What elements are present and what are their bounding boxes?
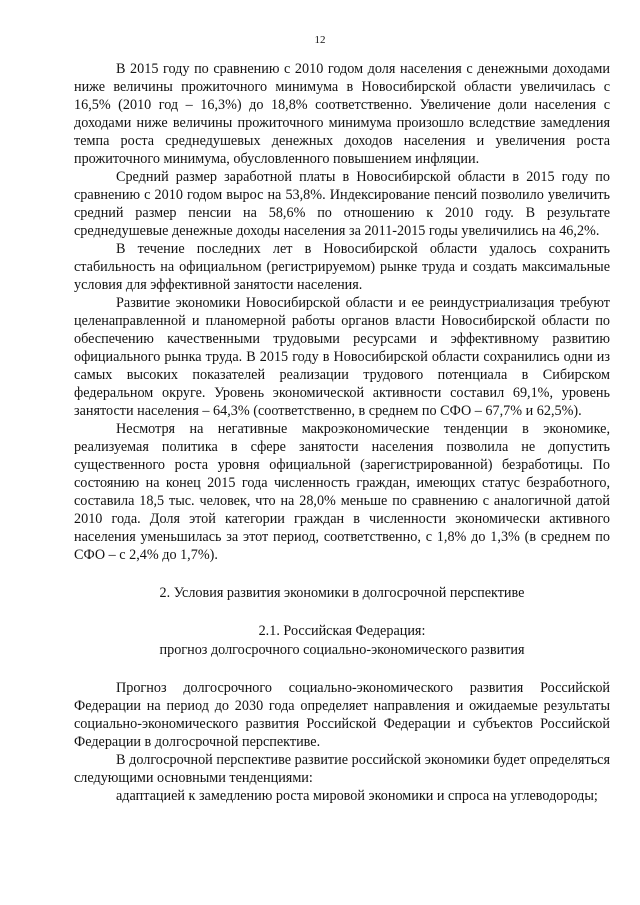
- paragraph-forecast-2030: Прогноз долгосрочного социально-экономического развития Российской Федерации на период до 2030 года определяет направления и ожидаемые результаты социально-экономического развития Российской Федерации и субъектов Российской Федерации в долгосрочной перспективе.: [74, 680, 610, 750]
- subsection-heading-subtitle: прогноз долгосрочного социально-экономического развития: [159, 642, 525, 658]
- page-number: 12: [314, 34, 326, 46]
- paragraph-wages-pensions: Средний размер заработной платы в Новосибирской области в 2015 году по сравнению с 2010 годом вырос на 53,8%. Индексирование пенсий позволило увеличить средний размер пенсии на 58,6% по отношению к 2010 году. В результате среднедушевые денежные доходы населения за 2011-2015 годы увеличились на 46,2%.: [74, 169, 610, 239]
- paragraph-poverty-share: В 2015 году по сравнению с 2010 годом доля населения с денежными доходами ниже величины прожиточного минимума в Новосибирской области увеличилась с 16,5% (2010 год – 16,3%) до 18,8% соответственно. Увеличение доли населения с доходами ниже величины прожиточного минимума произошло вследствие замедления темпа роста среднедушевых денежных доходов населения и увеличения роста прожиточного минимума, обусловленного повышением инфляции.: [74, 61, 610, 167]
- paragraph-trend-adaptation: адаптацией к замедлению роста мировой экономики и спроса на углеводороды;: [116, 788, 598, 804]
- paragraph-unemployment: Несмотря на негативные макроэкономические тенденции в экономике, реализуемая политика в сфере занятости населения позволила не допустить существенного роста уровня официальной (зарегистрированной) безработицы. По состоянию на конец 2015 года численность граждан, имеющих статус безработного, составила 18,5 тыс. человек, что на 28,0% меньше по сравнению с аналогичной датой 2010 года. Доля этой категории граждан в численности экономически активного населения уменьшилась за этот период, соответственно, с 1,8% до 1,3% (в среднем по СФО – с 2,4% до 1,7%).: [74, 421, 610, 563]
- paragraph-labor-stability: В течение последних лет в Новосибирской области удалось сохранить стабильность на официальном (регистрируемом) рынке труда и создать максимальные условия для эффективной занятости населения.: [74, 241, 610, 293]
- subsection-heading-title: 2.1. Российская Федерация:: [258, 623, 426, 639]
- page-content: [74, 60, 610, 805]
- section-heading: 2. Условия развития экономики в долгосрочной перспективе: [159, 585, 525, 601]
- paragraph-long-term-trends: В долгосрочной перспективе развитие российской экономики будет определяться следующими основными тенденциями:: [74, 752, 610, 786]
- paragraph-reindustrialization: Развитие экономики Новосибирской области и ее реиндустриализация требуют целенаправленной и планомерной работы органов власти Новосибирской области по обеспечению качественными трудовыми ресурсами и эффективному развитию официального рынка труда. В 2015 году в Новосибирской области сохранились одни из самых высоких показателей реализации трудового потенциала в Сибирском федеральном округе. Уровень экономической активности составил 69,1%, уровень занятости населения – 64,3% (соответственно, в среднем по СФО – 67,7% и 62,5%).: [74, 295, 610, 419]
